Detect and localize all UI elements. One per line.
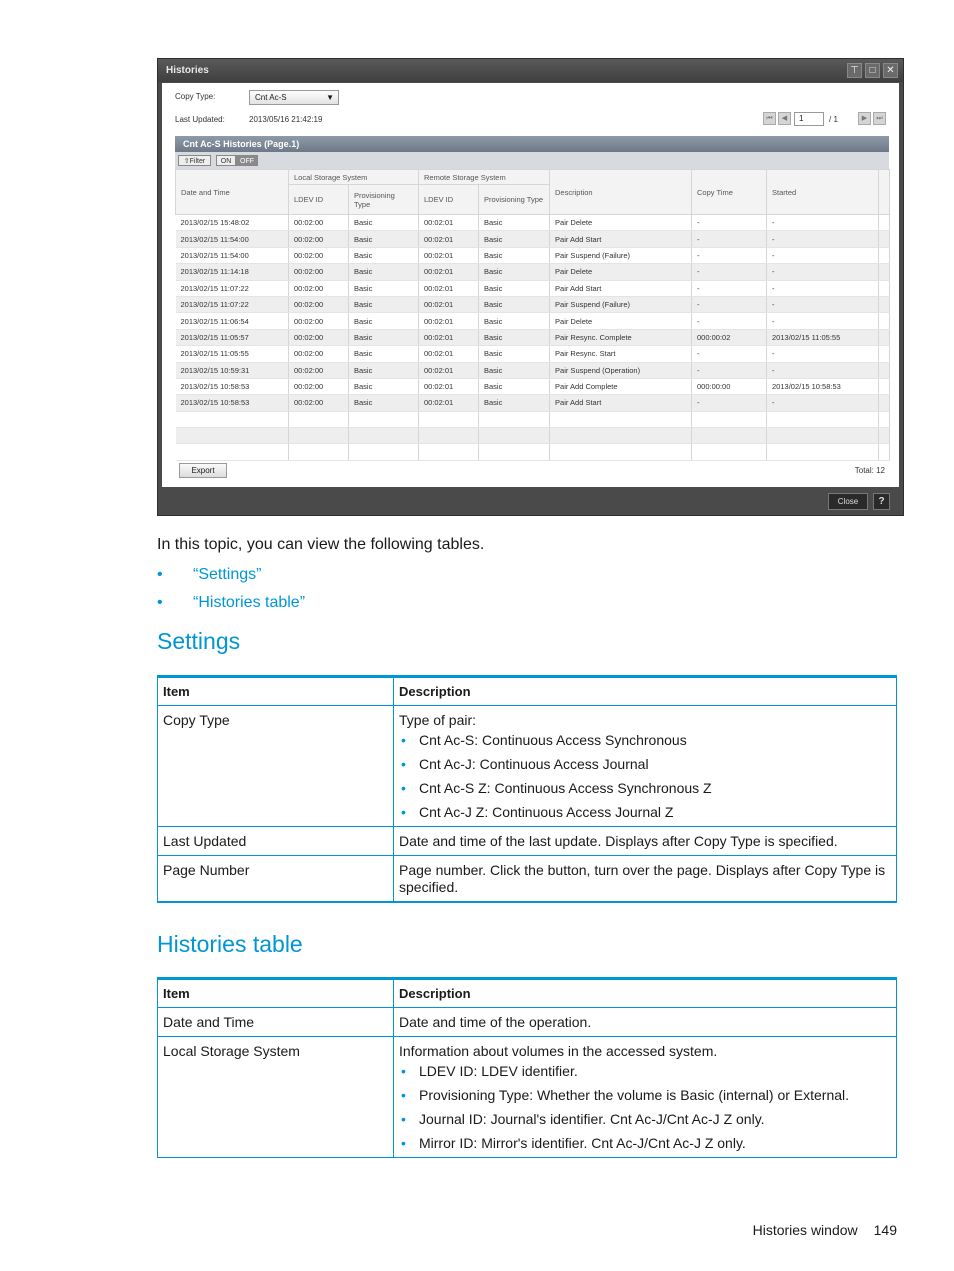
table-row[interactable] [176, 395, 890, 411]
histories-table-heading: Histories table [157, 931, 303, 957]
cell-spacer [879, 296, 890, 312]
cell-started [767, 444, 879, 460]
histories-window [157, 58, 904, 516]
cell-local-prov-type: Basic [349, 346, 419, 362]
page-footer [753, 1222, 897, 1238]
table-row[interactable] [176, 329, 890, 345]
cell-spacer [879, 215, 890, 231]
cell-started: - [767, 264, 879, 280]
cell-copy-time [692, 444, 767, 460]
cell-started: - [767, 346, 879, 362]
col-started[interactable]: Started [767, 170, 879, 215]
page-number-input[interactable]: 1 [794, 112, 824, 126]
cell-remote-prov-type: Basic [479, 329, 550, 345]
link-item [157, 566, 261, 584]
group-local-storage: Local Storage System [289, 170, 419, 185]
table-row[interactable] [176, 362, 890, 378]
cell-copy-time: - [692, 280, 767, 296]
cell-date-time: 2013/02/15 11:05:55 [176, 346, 289, 362]
cell-remote-ldev-id: 00:02:01 [419, 395, 479, 411]
cell-description: Pair Resync. Complete [550, 329, 692, 345]
cell-local-ldev-id [289, 428, 349, 444]
cell-remote-ldev-id: 00:02:01 [419, 313, 479, 329]
cell-local-ldev-id [289, 444, 349, 460]
cell-date-time: 2013/02/15 11:54:00 [176, 231, 289, 247]
histories-grid [175, 169, 890, 461]
list-item: • Journal ID: Journal's identifier. Cnt Ac-J/Cnt Ac-J Z only. [399, 1111, 891, 1128]
table-row [158, 706, 897, 827]
help-icon[interactable]: ? [873, 493, 890, 510]
list-item: • Cnt Ac-J Z: Continuous Access Journal Z [399, 804, 891, 821]
table-row[interactable] [176, 296, 890, 312]
cell-remote-prov-type: Basic [479, 346, 550, 362]
col-date-time[interactable]: Date and Time [176, 170, 289, 215]
cell-spacer [879, 428, 890, 444]
row-item: Last Updated [158, 827, 394, 856]
cell-remote-ldev-id: 00:02:01 [419, 247, 479, 263]
cell-started [767, 411, 879, 427]
cell-description: Pair Suspend (Operation) [550, 362, 692, 378]
bullet-icon: • [157, 594, 163, 611]
cell-remote-ldev-id: 00:02:01 [419, 231, 479, 247]
table-row [158, 1008, 897, 1037]
cell-date-time: 2013/02/15 10:59:31 [176, 362, 289, 378]
cell-remote-prov-type [479, 411, 550, 427]
cell-remote-ldev-id: 00:02:01 [419, 362, 479, 378]
row-item: Local Storage System [158, 1037, 394, 1158]
cell-copy-time: - [692, 247, 767, 263]
cell-started: - [767, 362, 879, 378]
cell-copy-time: - [692, 313, 767, 329]
cell-description [550, 444, 692, 460]
window-body [162, 83, 899, 487]
histories-table-link[interactable]: “Histories table” [193, 594, 306, 611]
cell-date-time: 2013/02/15 10:58:53 [176, 395, 289, 411]
bullet-list [399, 1063, 891, 1152]
description-text: Type of pair: [399, 712, 477, 728]
cell-remote-prov-type: Basic [479, 362, 550, 378]
row-item: Copy Type [158, 706, 394, 827]
cell-spacer [879, 378, 890, 394]
cell-remote-ldev-id: 00:02:01 [419, 378, 479, 394]
cell-local-ldev-id: 00:02:00 [289, 378, 349, 394]
cell-local-prov-type: Basic [349, 215, 419, 231]
settings-heading: Settings [157, 628, 241, 654]
cell-remote-ldev-id [419, 428, 479, 444]
cell-date-time: 2013/02/15 10:58:53 [176, 378, 289, 394]
filter-label: Filter [189, 158, 206, 165]
cell-spacer [879, 280, 890, 296]
row-description: Page number. Click the button, turn over the page. Displays after Copy Type is specified. [394, 856, 897, 903]
cell-description: Pair Add Complete [550, 378, 692, 394]
copy-type-label: Copy Type: [175, 92, 216, 101]
bullet-list [399, 732, 891, 821]
settings-link[interactable]: “Settings” [193, 566, 262, 583]
bullet-icon: • [157, 566, 163, 583]
copy-type-value: Cnt Ac-S [255, 93, 287, 102]
table-row[interactable] [176, 411, 890, 427]
cell-copy-time: 000:00:00 [692, 378, 767, 394]
row-item: Page Number [158, 856, 394, 903]
cell-copy-time [692, 411, 767, 427]
filter-bar [175, 152, 889, 169]
cell-remote-prov-type: Basic [479, 378, 550, 394]
table-row[interactable] [176, 264, 890, 280]
cell-remote-prov-type: Basic [479, 395, 550, 411]
cell-local-prov-type: Basic [349, 280, 419, 296]
cell-date-time [176, 428, 289, 444]
cell-remote-ldev-id: 00:02:01 [419, 329, 479, 345]
cell-remote-ldev-id: 00:02:01 [419, 346, 479, 362]
cell-local-ldev-id: 00:02:00 [289, 313, 349, 329]
cell-date-time [176, 444, 289, 460]
cell-local-ldev-id: 00:02:00 [289, 395, 349, 411]
cell-copy-time: - [692, 362, 767, 378]
cell-remote-ldev-id: 00:02:01 [419, 264, 479, 280]
first-page-icon[interactable]: ⏮ [763, 112, 776, 125]
row-description: Date and time of the operation. [394, 1008, 897, 1037]
cell-remote-ldev-id: 00:02:01 [419, 296, 479, 312]
col-spacer [879, 170, 890, 215]
copy-type-select[interactable] [249, 90, 339, 105]
cell-spacer [879, 247, 890, 263]
histories-table [157, 977, 897, 1158]
table-row[interactable] [176, 444, 890, 460]
cell-local-ldev-id: 00:02:00 [289, 362, 349, 378]
cell-spacer [879, 362, 890, 378]
cell-copy-time: - [692, 395, 767, 411]
cell-spacer [879, 264, 890, 280]
list-item: • Provisioning Type: Whether the volume is Basic (internal) or External. [399, 1087, 891, 1104]
cell-local-prov-type [349, 428, 419, 444]
cell-copy-time: 000:00:02 [692, 329, 767, 345]
cell-local-prov-type: Basic [349, 362, 419, 378]
cell-remote-prov-type [479, 428, 550, 444]
table-row [158, 856, 897, 903]
cell-date-time: 2013/02/15 11:07:22 [176, 296, 289, 312]
cell-local-ldev-id: 00:02:00 [289, 346, 349, 362]
cell-description [550, 428, 692, 444]
table-row[interactable] [176, 280, 890, 296]
pin-icon[interactable]: ⊤ [847, 63, 862, 78]
footer-section: Histories window [752, 1222, 858, 1238]
table-row[interactable] [176, 231, 890, 247]
cell-started: - [767, 280, 879, 296]
cell-local-prov-type [349, 411, 419, 427]
col-local-ldev-id[interactable]: LDEV ID [289, 185, 349, 215]
page-total: / 1 [829, 115, 838, 124]
cell-local-ldev-id: 00:02:00 [289, 296, 349, 312]
cell-spacer [879, 231, 890, 247]
cell-local-ldev-id: 00:02:00 [289, 264, 349, 280]
cell-remote-prov-type: Basic [479, 280, 550, 296]
cell-spacer [879, 395, 890, 411]
table-row[interactable] [176, 428, 890, 444]
row-description [394, 706, 897, 827]
cell-description [550, 411, 692, 427]
maximize-icon[interactable]: □ [865, 63, 880, 78]
table-row[interactable] [176, 247, 890, 263]
cell-spacer [879, 444, 890, 460]
cell-remote-prov-type [479, 444, 550, 460]
cell-remote-prov-type: Basic [479, 264, 550, 280]
cell-local-prov-type [349, 444, 419, 460]
col-description[interactable]: Description [550, 170, 692, 215]
cell-local-ldev-id: 00:02:00 [289, 247, 349, 263]
table-row[interactable] [176, 378, 890, 394]
close-button[interactable]: Close [828, 493, 868, 510]
chevron-down-icon: ▼ [326, 93, 334, 102]
window-title: Histories [158, 59, 903, 82]
cell-local-prov-type: Basic [349, 296, 419, 312]
histories-panel-title: Cnt Ac-S Histories (Page.1) [175, 136, 889, 152]
cell-copy-time: - [692, 231, 767, 247]
last-updated-value: 2013/05/16 21:42:19 [249, 115, 323, 124]
cell-description: Pair Delete [550, 215, 692, 231]
col-description: Description [394, 677, 897, 706]
list-item: • Mirror ID: Mirror's identifier. Cnt Ac-J/Cnt Ac-J Z only. [399, 1135, 891, 1152]
cell-spacer [879, 411, 890, 427]
col-description: Description [394, 979, 897, 1008]
cell-local-prov-type: Basic [349, 395, 419, 411]
cell-spacer [879, 346, 890, 362]
cell-remote-prov-type: Basic [479, 313, 550, 329]
cell-remote-prov-type: Basic [479, 231, 550, 247]
filter-button[interactable] [178, 155, 211, 166]
cell-date-time: 2013/02/15 11:14:18 [176, 264, 289, 280]
filter-on-toggle[interactable]: ON [216, 155, 236, 166]
cell-spacer [879, 329, 890, 345]
cell-started: - [767, 395, 879, 411]
page-number: 149 [873, 1222, 897, 1238]
table-row [158, 1037, 897, 1158]
table-row[interactable] [176, 215, 890, 231]
cell-local-ldev-id: 00:02:00 [289, 280, 349, 296]
cell-local-ldev-id [289, 411, 349, 427]
cell-started: - [767, 215, 879, 231]
filter-off-toggle[interactable]: OFF [236, 155, 258, 166]
list-item: • Cnt Ac-S Z: Continuous Access Synchronous Z [399, 780, 891, 797]
cell-copy-time: - [692, 264, 767, 280]
table-row[interactable] [176, 346, 890, 362]
cell-local-prov-type: Basic [349, 313, 419, 329]
cell-local-ldev-id: 00:02:00 [289, 215, 349, 231]
total-count: Total: 12 [854, 466, 885, 475]
cell-local-ldev-id: 00:02:00 [289, 329, 349, 345]
cell-started: - [767, 247, 879, 263]
close-icon[interactable]: ✕ [883, 63, 898, 78]
cell-description: Pair Add Start [550, 395, 692, 411]
cell-local-prov-type: Basic [349, 231, 419, 247]
description-text: Information about volumes in the accessed system. [399, 1043, 718, 1059]
col-item: Item [158, 677, 394, 706]
cell-date-time: 2013/02/15 15:48:02 [176, 215, 289, 231]
cell-description: Pair Add Start [550, 280, 692, 296]
cell-description: Pair Delete [550, 264, 692, 280]
cell-description: Pair Add Start [550, 231, 692, 247]
cell-remote-prov-type: Basic [479, 296, 550, 312]
cell-started: - [767, 313, 879, 329]
cell-local-prov-type: Basic [349, 378, 419, 394]
row-item: Date and Time [158, 1008, 394, 1037]
cell-description: Pair Delete [550, 313, 692, 329]
cell-description: Pair Suspend (Failure) [550, 247, 692, 263]
group-remote-storage: Remote Storage System [419, 170, 550, 185]
cell-remote-prov-type: Basic [479, 247, 550, 263]
cell-started: - [767, 231, 879, 247]
export-button[interactable]: Export [179, 463, 227, 478]
cell-local-ldev-id: 00:02:00 [289, 231, 349, 247]
row-description [394, 1037, 897, 1158]
last-page-icon[interactable]: ⏭ [873, 112, 886, 125]
cell-date-time: 2013/02/15 11:05:57 [176, 329, 289, 345]
list-item: • Cnt Ac-S: Continuous Access Synchronous [399, 732, 891, 749]
cell-local-prov-type: Basic [349, 247, 419, 263]
cell-started: - [767, 296, 879, 312]
cell-spacer [879, 313, 890, 329]
list-item: • LDEV ID: LDEV identifier. [399, 1063, 891, 1080]
cell-remote-ldev-id [419, 411, 479, 427]
cell-started: 2013/02/15 11:05:55 [767, 329, 879, 345]
cell-remote-ldev-id [419, 444, 479, 460]
list-item: • Cnt Ac-J: Continuous Access Journal [399, 756, 891, 773]
col-item: Item [158, 979, 394, 1008]
cell-remote-prov-type: Basic [479, 215, 550, 231]
link-item [157, 594, 305, 612]
cell-date-time [176, 411, 289, 427]
prev-page-icon[interactable]: ◀ [778, 112, 791, 125]
col-remote-prov-type[interactable]: Provisioning Type [479, 185, 550, 215]
next-page-icon[interactable]: ▶ [858, 112, 871, 125]
cell-description: Pair Resync. Start [550, 346, 692, 362]
settings-table [157, 675, 897, 903]
cell-started: 2013/02/15 10:58:53 [767, 378, 879, 394]
cell-local-prov-type: Basic [349, 329, 419, 345]
last-updated-label: Last Updated: [175, 115, 225, 124]
cell-copy-time: - [692, 296, 767, 312]
cell-date-time: 2013/02/15 11:06:54 [176, 313, 289, 329]
row-description: Date and time of the last update. Displays after Copy Type is specified. [394, 827, 897, 856]
cell-date-time: 2013/02/15 11:07:22 [176, 280, 289, 296]
cell-copy-time [692, 428, 767, 444]
cell-remote-ldev-id: 00:02:01 [419, 280, 479, 296]
cell-started [767, 428, 879, 444]
cell-remote-ldev-id: 00:02:01 [419, 215, 479, 231]
table-row[interactable] [176, 313, 890, 329]
col-copy-time[interactable]: Copy Time [692, 170, 767, 215]
filter-icon: ⇧ [183, 158, 190, 165]
cell-description: Pair Suspend (Failure) [550, 296, 692, 312]
table-row [158, 827, 897, 856]
col-local-prov-type[interactable]: Provisioning Type [349, 185, 419, 215]
cell-local-prov-type: Basic [349, 264, 419, 280]
intro-text: In this topic, you can view the following tables. [157, 536, 485, 553]
cell-copy-time: - [692, 215, 767, 231]
col-remote-ldev-id[interactable]: LDEV ID [419, 185, 479, 215]
cell-date-time: 2013/02/15 11:54:00 [176, 247, 289, 263]
cell-copy-time: - [692, 346, 767, 362]
